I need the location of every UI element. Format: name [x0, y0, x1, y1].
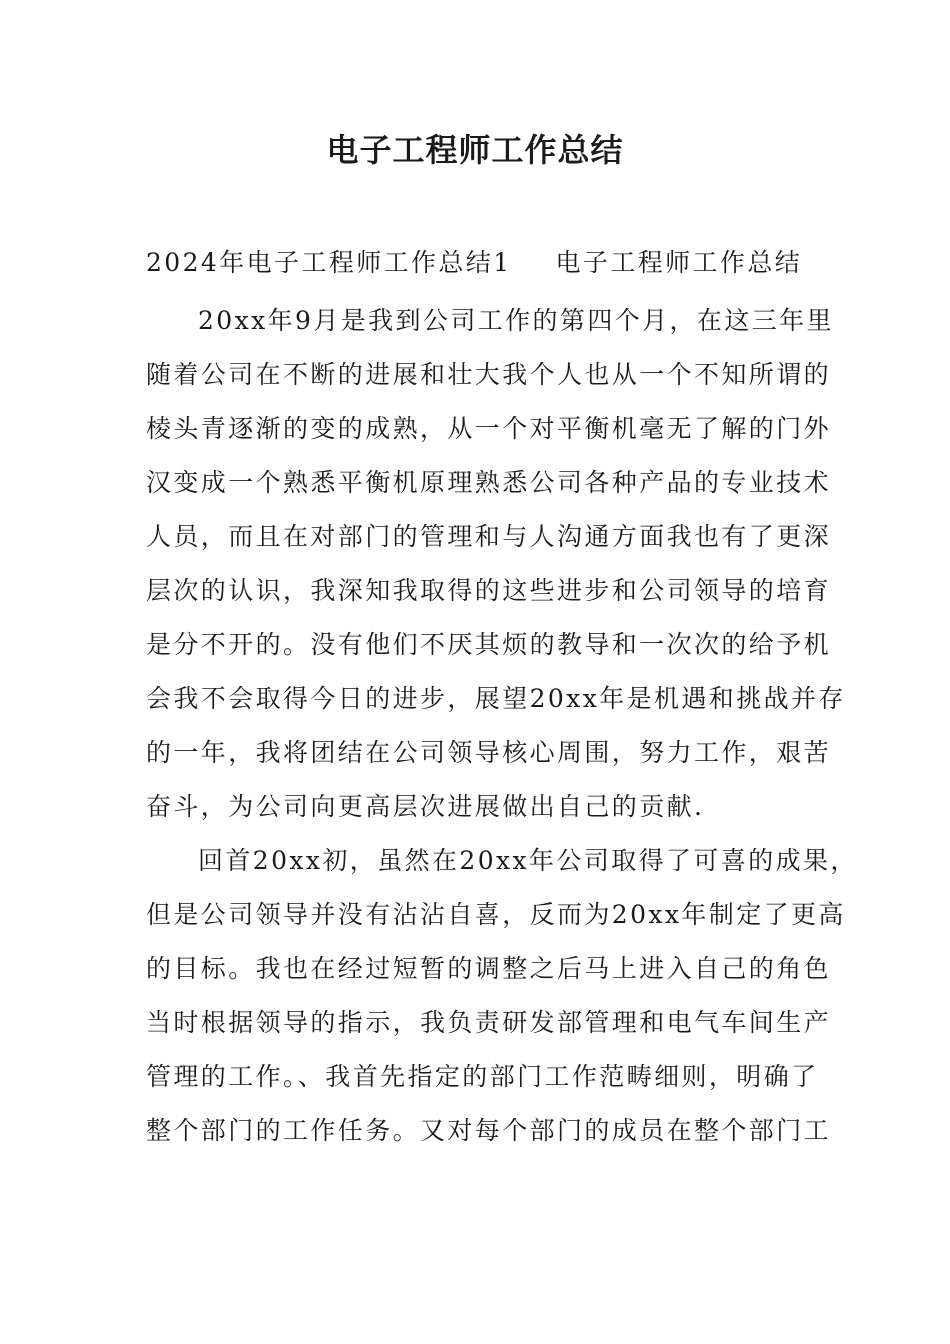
paragraph-line: 但是公司领导并没有沾沾自喜，反而为20xx年制定了更高: [146, 900, 846, 929]
paragraph-line: 20xx年9月是我到公司工作的第四个月，在这三年里: [198, 306, 834, 335]
section-heading: [146, 240, 806, 286]
paragraph-line: 的目标。我也在经过短暂的调整之后马上进入自己的角色: [146, 954, 832, 983]
paragraph-1: [146, 294, 846, 834]
section-heading-right: 电子工程师工作总结: [555, 248, 803, 277]
paragraph-line: 随着公司在不断的进展和壮大我个人也从一个不知所谓的: [146, 360, 832, 389]
paragraph-line: 的一年，我将团结在公司领导核心周围，努力工作，艰苦: [146, 738, 832, 767]
paragraph-line: 层次的认识，我深知我取得的这些进步和公司领导的培育: [146, 576, 832, 605]
paragraph-line: 奋斗，为公司向更高层次进展做出自己的贡献.: [146, 792, 705, 821]
paragraph-line: 回首20xx初，虽然在20xx年公司取得了可喜的成果，: [198, 846, 858, 875]
paragraph-line: 是分不开的。没有他们不厌其烦的教导和一次次的给予机: [146, 630, 832, 659]
paragraph-line: 当时根据领导的指示，我负责研发部管理和电气车间生产: [146, 1008, 832, 1037]
paragraph-2: [146, 834, 858, 1158]
paragraph-line: 汉变成一个熟悉平衡机原理熟悉公司各种产品的专业技术: [146, 468, 832, 497]
section-heading-left: 2024年电子工程师工作总结1: [146, 248, 512, 277]
paragraph-line: 人员，而且在对部门的管理和与人沟通方面我也有了更深: [146, 522, 832, 551]
paragraph-line: 会我不会取得今日的进步，展望20xx年是机遇和挑战并存: [146, 684, 846, 713]
paragraph-line: 整个部门的工作任务。又对每个部门的成员在整个部门工: [146, 1116, 832, 1145]
paragraph-line: 管理的工作。、我首先指定的部门工作范畴细则，明确了: [146, 1062, 819, 1091]
document-title: 电子工程师工作总结: [326, 131, 624, 169]
document-body: [146, 240, 858, 1158]
paragraph-line: 棱头青逐渐的变的成熟，从一个对平衡机毫无了解的门外: [146, 414, 832, 443]
